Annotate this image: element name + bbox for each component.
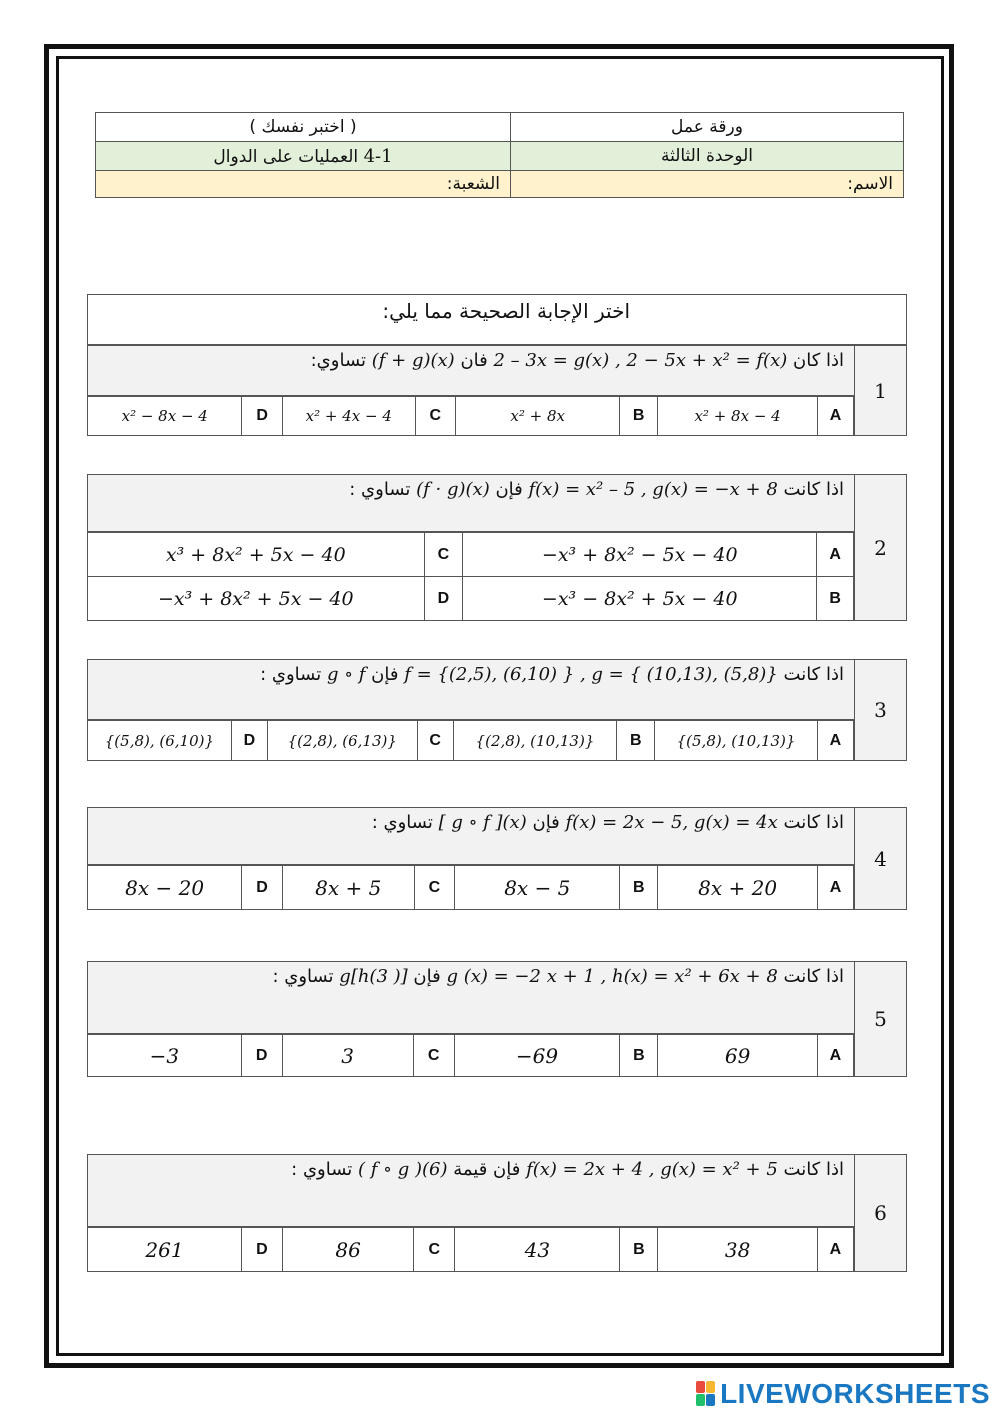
option-a[interactable]: {(5,8), (10,13)}	[655, 721, 817, 761]
option-letter-d: D	[231, 721, 267, 761]
option-d[interactable]: 261	[88, 1228, 241, 1272]
question-4	[87, 807, 907, 910]
header-unit: الوحدة الثالثة	[511, 142, 904, 171]
option-letter-b: B	[620, 1228, 658, 1272]
question-stem	[88, 808, 854, 865]
option-letter-d: D	[241, 1035, 282, 1077]
option-d[interactable]: 8x − 20	[88, 866, 242, 910]
options-row	[88, 866, 854, 910]
question-6	[87, 1154, 907, 1272]
stem-asked: [ g ∘ f ](x)	[438, 812, 527, 833]
option-letter-c: C	[414, 866, 455, 910]
question-number: 3	[854, 660, 906, 760]
lesson-name: العمليات على الدوال	[213, 146, 359, 167]
options-row	[88, 1228, 854, 1272]
option-letter-c: C	[414, 1228, 455, 1272]
option-letter-a: A	[817, 533, 854, 577]
stem-asked: (f + g)(x)	[371, 350, 455, 371]
option-letter-d: D	[241, 1228, 282, 1272]
option-a[interactable]: x² + 8x − 4	[658, 397, 818, 436]
option-letter-c: C	[424, 533, 463, 577]
options-table	[88, 1227, 854, 1271]
option-a[interactable]: 69	[658, 1035, 817, 1077]
option-c[interactable]: 3	[282, 1035, 413, 1077]
stem-given: f = {(2,5), (6,10) } , g = { (10,13), (5,8)}	[404, 664, 778, 685]
option-b[interactable]: 43	[455, 1228, 620, 1272]
section-field[interactable]: الشعبة:	[96, 171, 511, 198]
question-stem	[88, 475, 854, 532]
stem-intro: اذا كانت	[783, 812, 844, 833]
option-letter-d: D	[424, 577, 463, 620]
options-row	[88, 533, 854, 577]
stem-asked: (f · g)(x)	[416, 479, 490, 500]
option-letter-b: B	[620, 866, 658, 910]
question-stem	[88, 1155, 854, 1227]
question-number: 2	[854, 475, 906, 620]
stem-then: فإن	[532, 812, 560, 833]
option-b[interactable]: 8x − 5	[455, 866, 620, 910]
option-letter-c: C	[413, 1035, 454, 1077]
logo-mark-icon	[696, 1381, 716, 1407]
option-c[interactable]: 8x + 5	[282, 866, 414, 910]
stem-given: g (x) = −2 x + 1 , h(x) = x² + 6x + 8	[446, 966, 778, 987]
option-letter-a: A	[817, 1035, 853, 1077]
stem-equals: تساوي :	[371, 812, 433, 833]
header-lesson	[96, 142, 511, 171]
options-table	[88, 1034, 854, 1076]
option-letter-b: B	[817, 577, 854, 620]
question-3	[87, 659, 907, 761]
stem-asked: ( f ∘ g )(6)	[358, 1159, 448, 1180]
stem-then: فإن قيمة	[453, 1159, 521, 1180]
option-d[interactable]: {(5,8), (6,10)}	[88, 721, 231, 761]
option-letter-a: A	[818, 397, 854, 436]
stem-asked: g ∘ f	[326, 664, 366, 685]
question-number: 5	[854, 962, 906, 1076]
option-c[interactable]: x² + 4x − 4	[282, 397, 415, 436]
question-stem	[88, 660, 854, 720]
option-letter-c: C	[417, 721, 453, 761]
question-5	[87, 961, 907, 1077]
option-c[interactable]: {(2,8), (6,13)}	[267, 721, 417, 761]
lesson-number: 4-1	[363, 145, 393, 167]
option-letter-c: C	[415, 397, 456, 436]
stem-intro: اذا كانت	[783, 664, 844, 685]
option-a[interactable]: 38	[658, 1228, 817, 1272]
stem-equals: تساوي :	[349, 479, 411, 500]
option-c[interactable]: x³ + 8x² + 5x − 40	[88, 533, 424, 577]
option-letter-b: B	[617, 721, 655, 761]
option-d[interactable]: x² − 8x − 4	[88, 397, 242, 436]
stem-then: فإن	[371, 664, 399, 685]
options-row	[88, 577, 854, 620]
options-row	[88, 1035, 854, 1077]
stem-then: فإن	[495, 479, 523, 500]
logo-text: LIVEWORKSHEETS	[720, 1378, 990, 1409]
stem-asked: g[h(3 )]	[339, 966, 408, 987]
question-number: 1	[854, 346, 906, 435]
options-table	[88, 865, 854, 909]
header-test-yourself: ( اختبر نفسك )	[96, 113, 511, 142]
option-letter-b: B	[620, 397, 658, 436]
name-field[interactable]: الاسم:	[511, 171, 904, 198]
stem-then: فان	[460, 350, 488, 371]
options-row	[88, 721, 854, 761]
option-b[interactable]: x² + 8x	[456, 397, 620, 436]
question-number: 6	[854, 1155, 906, 1271]
option-d[interactable]: −3	[88, 1035, 241, 1077]
option-letter-a: A	[818, 866, 854, 910]
liveworksheets-logo	[696, 1377, 990, 1411]
stem-intro: اذا كانت	[783, 966, 844, 987]
options-row	[88, 397, 854, 436]
question-stem	[88, 346, 854, 396]
option-letter-d: D	[242, 866, 283, 910]
option-b[interactable]: −69	[454, 1035, 620, 1077]
option-d[interactable]: −x³ + 8x² + 5x − 40	[88, 577, 424, 620]
options-table	[88, 396, 854, 435]
stem-intro: اذا كانت	[783, 1159, 844, 1180]
stem-given: 2 – 3x = g(x) , 2 − 5x + x² = f(x)	[493, 350, 788, 371]
option-c[interactable]: 86	[282, 1228, 413, 1272]
option-a[interactable]: −x³ + 8x² − 5x − 40	[463, 533, 817, 577]
header-worksheet: ورقة عمل	[511, 113, 904, 142]
options-table	[88, 720, 854, 760]
question-number: 4	[854, 808, 906, 909]
option-letter-a: A	[817, 1228, 853, 1272]
stem-then: فإن	[413, 966, 441, 987]
instruction-box: اختر الإجابة الصحيحة مما يلي:	[87, 294, 907, 345]
header-table	[95, 112, 904, 198]
stem-given: f(x) = x² – 5 , g(x) = −x + 8	[528, 479, 778, 500]
question-2	[87, 474, 907, 621]
option-letter-a: A	[817, 721, 853, 761]
option-letter-d: D	[242, 397, 283, 436]
stem-equals: تساوي :	[291, 1159, 353, 1180]
stem-equals: تساوي :	[272, 966, 334, 987]
options-table	[88, 532, 854, 620]
stem-given: f(x) = 2x − 5, g(x) = 4x	[565, 812, 778, 833]
option-b[interactable]: {(2,8), (10,13)}	[453, 721, 616, 761]
option-letter-b: B	[620, 1035, 658, 1077]
stem-given: f(x) = 2x + 4 , g(x) = x² + 5	[526, 1159, 778, 1180]
stem-intro: اذا كانت	[783, 479, 844, 500]
option-b[interactable]: −x³ − 8x² + 5x − 40	[463, 577, 817, 620]
question-1	[87, 345, 907, 436]
option-a[interactable]: 8x + 20	[658, 866, 818, 910]
stem-equals: تساوي:	[310, 350, 367, 371]
stem-equals: تساوي :	[260, 664, 322, 685]
stem-intro: اذا كان	[792, 350, 844, 371]
question-stem	[88, 962, 854, 1034]
